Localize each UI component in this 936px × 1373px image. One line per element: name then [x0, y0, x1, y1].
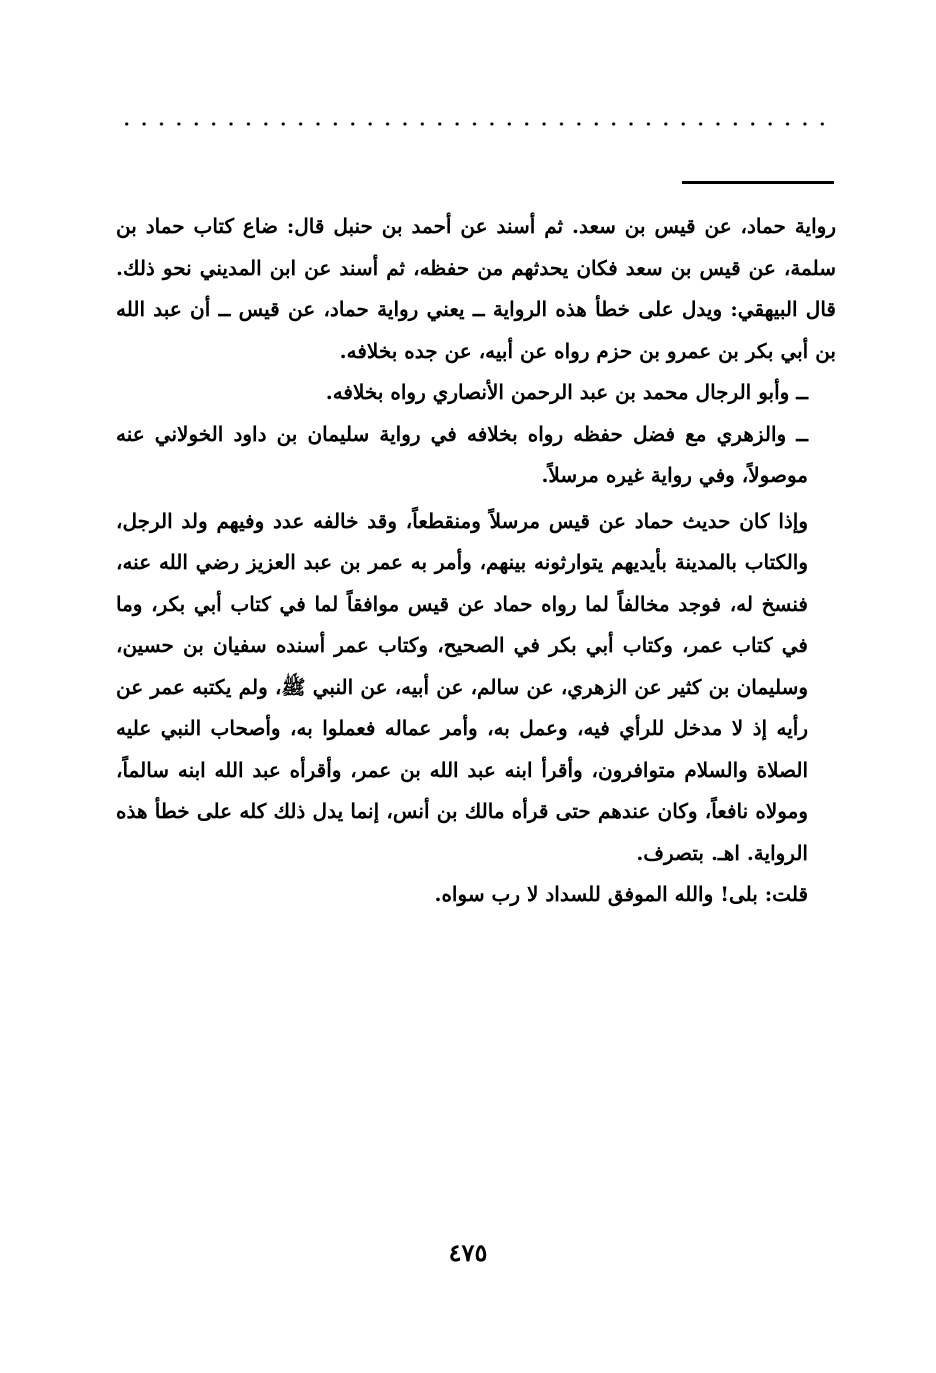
paragraph: ــ والزهري مع فضل حفظه رواه بخلافه في رواية سليمان بن داود الخولاني عنه موصولاً، وفي رواية غيره مرسلاً. — [116, 421, 808, 487]
body-text — [116, 206, 836, 916]
page-number: ٤٧٥ — [448, 1238, 488, 1267]
footnote-rule — [682, 181, 834, 184]
paragraph: رواية حماد، عن قيس بن سعد. ثم أسند عن أحمد بن حنبل قال: ضاع كتاب حماد بن سلمة، عن قيس بن سعد فكان يحدثهم من حفظه، ثم أسند عن ابن المديني نحو ذلك. قال البيهقي: ويدل على خطأ هذه الرواية ــ يعني رواية حماد، عن قيس ــ أن عبد الله بن أبي بكر بن عمرو بن حزم رواه عن أبيه، عن جده بخلافه. — [116, 214, 836, 363]
paragraph: ــ وأبو الرجال محمد بن عبد الرحمن الأنصاري رواه بخلافه. — [325, 380, 808, 404]
paragraph: وإذا كان حديث حماد عن قيس مرسلاً ومنقطعاً، وقد خالفه عدد وفيهم ولد الرجل، والكتاب بالمدينة بأيديهم يتوارثونه بينهم، وأمر به عمر بن عبد العزيز رضي الله عنه، فنسخ له، فوجد مخالفاً لما رواه حماد عن قيس موافقاً لما في كتاب أبي بكر، وما في كتاب عمر، وكتاب أبي بكر في الصحيح، وكتاب عمر أسنده سفيان بن حسين، وسليمان بن كثير عن الزهري، عن سالم، عن أبيه، عن النبي ﷺ، ولم يكتبه عمر عن رأيه إذ لا مدخل للرأي فيه، وعمل به، وأمر عماله فعملوا به، وأصحاب النبي عليه الصلاة والسلام متوافرون، وأقرأ ابنه عبد الله بن عمر، وأقرأه عبد الله ابنه سالماً، ومولاه نافعاً، وكان عندهم حتى قرأه مالك بن أنس، إنما يدل ذلك كله على خطأ هذه الرواية. اهـ. بتصرف. — [116, 508, 809, 865]
paragraph: قلت: بلى! والله الموفق للسداد لا رب سواه. — [434, 882, 808, 906]
dotted-separator — [118, 118, 838, 130]
